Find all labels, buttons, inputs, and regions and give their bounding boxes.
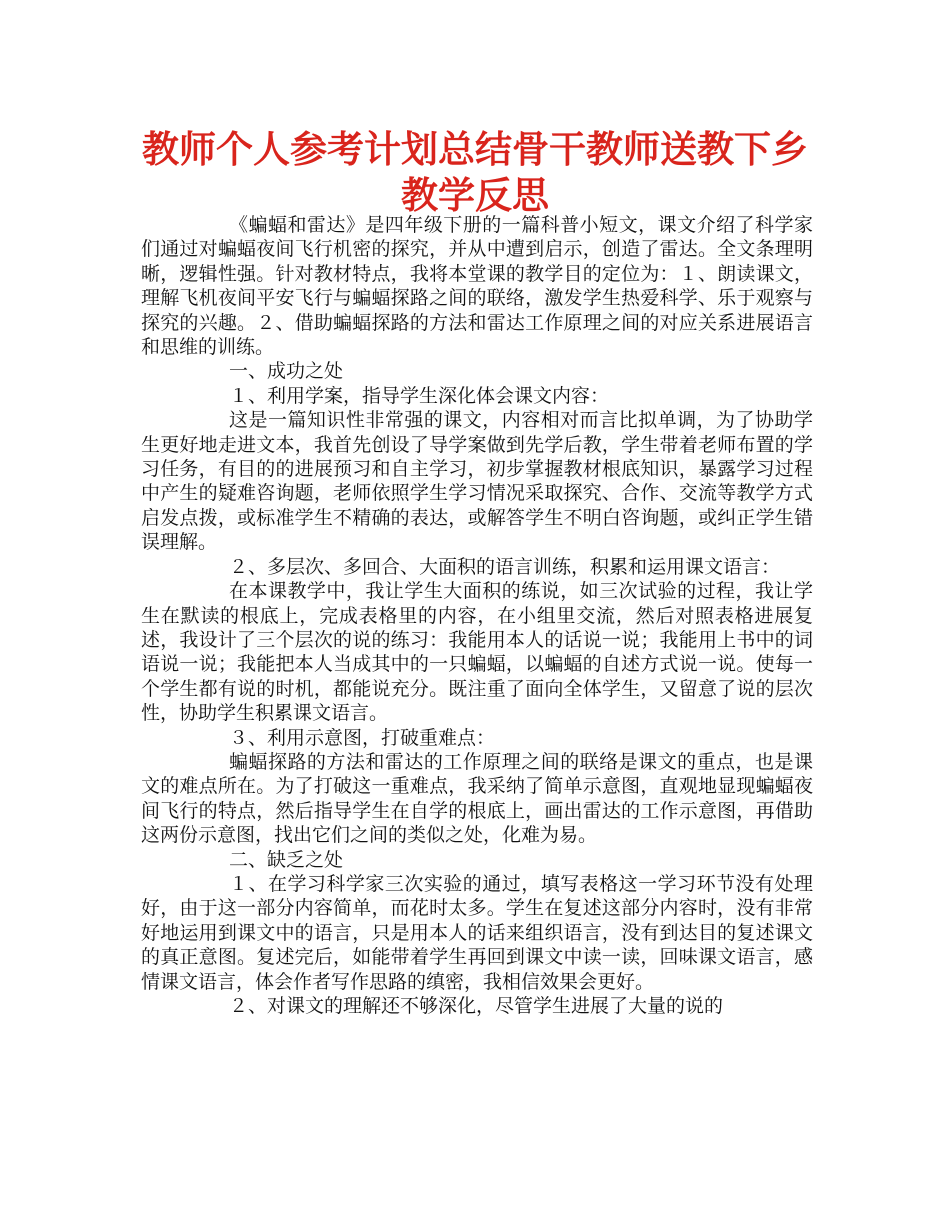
intro-paragraph: 《蝙蝠和雷达》是四年级下册的一篇科普小短文，课文介绍了科学家们通过对蝙蝠夜间飞行机密的探究，并从中遭到启示，创造了雷达。全文条理明晰，逻辑性强。针对教材特点，我将本堂课的教学目的定位为：１、朗读课文，理解飞机夜间平安飞行与蝙蝠探路之间的联络，激发学生热爱科学、乐于观察与探究的兴趣。２、借助蝙蝠探路的方法和雷达工作原理之间的对应关系进展语言和思维的训练。 (141, 214, 813, 359)
body-paragraph: ２、对课文的理解还不够深化，尽管学生进展了大量的说的 (229, 995, 724, 1017)
subheading-3: ３、利用示意图，打破重难点： (229, 726, 496, 749)
body-paragraph: １、在学习科学家三次实验的通过，填写表格这一学习环节没有处理好，由于这一部分内容简单，而花时太多。学生在复述这部分内容时，没有非常好地运用到课文中的语言，只是用本人的话来组织语言，没有到达目的复述课文的真正意图。复述完后，如能带着学生再回到课文中读一读，回味课文语言，感情课文语言，体会作者写作思路的缜密，我相信效果会更好。 (141, 872, 813, 993)
body-paragraph: 在本课教学中，我让学生大面积的练说，如三次试验的过程，我让学生在默读的根底上，完成表格里的内容，在小组里交流，然后对照表格进展复述，我设计了三个层次的说的练习：我能用本人的话说一说；我能用上书中的词语说一说；我能把本人当成其中的一只蝙蝠，以蝙蝠的自述方式说一说。使每一个学生都有说的时机，都能说充分。既注重了面向全体学生，又留意了说的层次性，协助学生积累课文语言。 (141, 580, 813, 725)
section-heading-shortcomings: 二、缺乏之处 (229, 848, 344, 871)
body-paragraph: 蝙蝠探路的方法和雷达的工作原理之间的联络是课文的重点，也是课文的难点所在。为了打破这一重难点，我采纳了简单示意图，直观地显现蝙蝠夜间飞行的特点，然后指导学生在自学的根底上，画出雷达的工作示意图，再借助这两份示意图，找出它们之间的类似之处，化难为易。 (141, 750, 813, 847)
document-title-line-1: 教师个人参考计划总结骨干教师送教下乡 (142, 128, 808, 171)
subheading-1: １、利用学案，指导学生深化体会课文内容： (229, 384, 610, 407)
section-heading-successes: 一、成功之处 (229, 360, 344, 383)
subheading-2: ２、多层次、多回合、大面积的语言训练，积累和运用课文语言： (229, 555, 781, 578)
document-title-line-2: 教学反思 (401, 174, 549, 217)
body-paragraph: 这是一篇知识性非常强的课文，内容相对而言比拟单调，为了协助学生更好地走进文本，我首先创设了导学案做到先学后教，学生带着老师布置的学习任务，有目的的进展预习和自主学习，初步掌握教材根底知识，暴露学习过程中产生的疑难咨询题，老师依照学生学习情况采取探究、合作、交流等教学方式启发点拨，或标准学生不精确的表达，或解答学生不明白咨询题，或纠正学生错误理解。 (141, 409, 813, 554)
document-body (141, 213, 813, 1018)
